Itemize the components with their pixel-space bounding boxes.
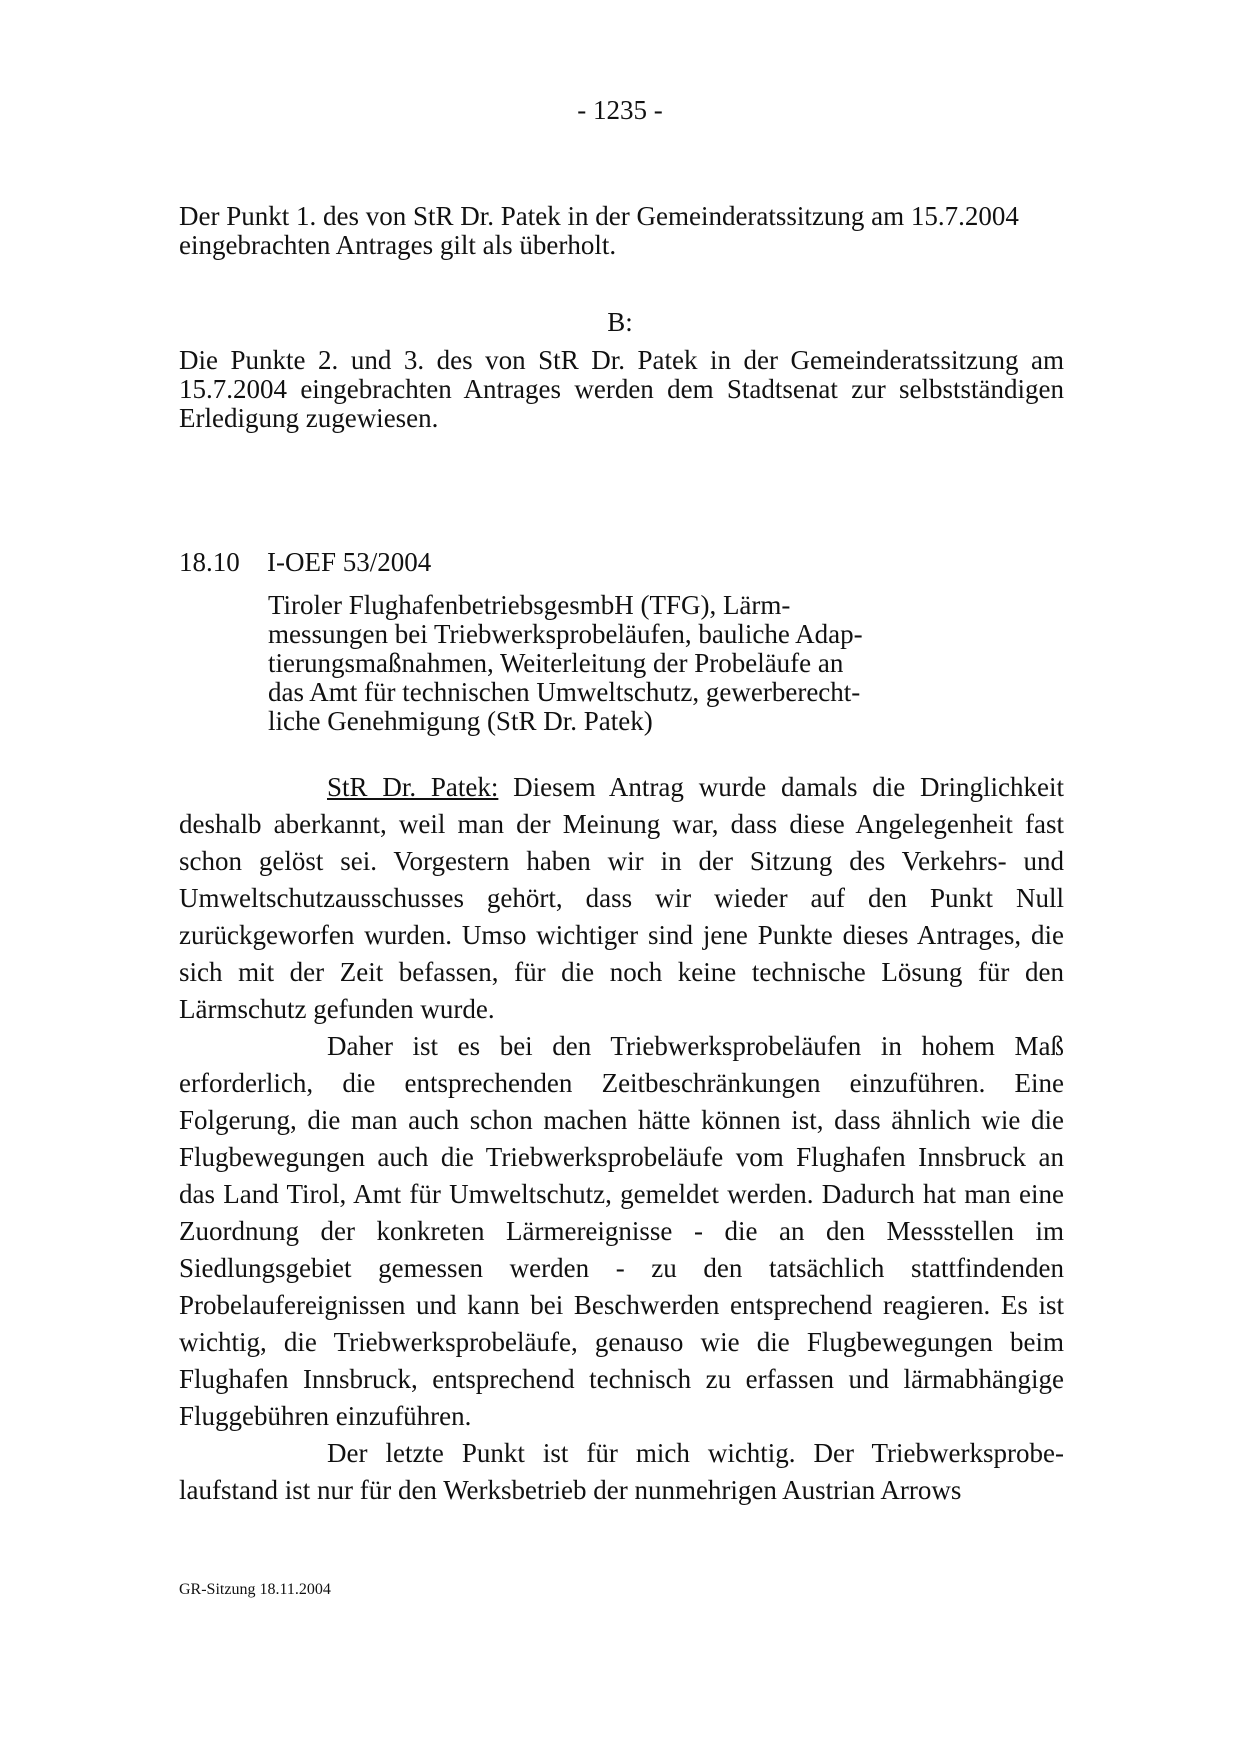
section-b-text: Die Punkte 2. und 3. des von StR Dr. Patek in der Gemeinderatssitzung am 15.7.2004 eingebrachten Antrages werden dem Stadtsenat zur selbstständigen Erledigung zugewiesen. — [179, 345, 1064, 433]
agenda-item-description-line: liche Genehmigung (StR Dr. Patek) — [268, 706, 653, 736]
speech-paragraph — [179, 769, 1064, 1028]
agenda-item-description-line: das Amt für technischen Umweltschutz, gewerberecht- — [268, 677, 861, 707]
agenda-item-description-line: messungen bei Triebwerksprobeläufen, bauliche Adap- — [268, 619, 863, 649]
agenda-item-description-line: Tiroler FlughafenbetriebsgesmbH (TFG), Lärm- — [268, 590, 791, 620]
section-a-text: Der Punkt 1. des von StR Dr. Patek in der Gemeinderatssitzung am 15.7.2004 eingebrachten Antrages gilt als überholt. — [179, 201, 1019, 260]
page-number: - 1235 - — [577, 95, 663, 125]
speech-paragraph: Daher ist es bei den Triebwerksprobeläufen in hohem Maß erforderlich, die entsprechenden Zeitbeschränkungen einzuführen. Eine Folgerung, die man auch schon machen hätte können ist, dass ähnlich wie die Flugbewegungen auch die Triebwerksprobeläufe vom Flughafen Innsbruck an das Land Tirol, Amt für Umweltschutz, gemeldet werden. Dadurch hat man eine Zuordnung der konkreten Lärmereignisse - die an den Messstellen im Siedlungsgebiet gemessen werden - zu den tatsächlich stattfindenden Probelaufereignissen und kann bei Beschwerden entsprechend reagieren. Es ist wichtig, die Triebwerksprobeläufe, genauso wie die Flugbewegungen beim Flughafen Innsbruck, entsprechend technisch zu erfassen und lärmabhängige Fluggebühren einzuführen. — [179, 1031, 1064, 1431]
section-b-label: B: — [607, 307, 633, 337]
agenda-item-reference: I-OEF 53/2004 — [267, 547, 432, 577]
agenda-item-description — [268, 590, 863, 736]
agenda-item-heading — [179, 546, 431, 578]
speaker-name: StR Dr. Patek: — [327, 772, 499, 802]
speech-body — [179, 769, 1064, 1509]
speech-paragraph: Der letzte Punkt ist für mich wichtig. Der Triebwerksprobelaufstand ist nur für den Werksbetrieb der nunmehrigen Austrian Arrows — [179, 1438, 1064, 1505]
agenda-item-number: 18.10 — [179, 547, 240, 577]
agenda-item-description-line: tierungsmaßnahmen, Weiterleitung der Probeläufe an — [268, 648, 844, 678]
speech-paragraph-text: Diesem Antrag wurde damals die Dringlichkeit deshalb aberkannt, weil man der Meinung war, dass diese Angelegenheit fast schon gelöst sei. Vorgestern haben wir in der Sitzung des Verkehrs- und Umweltschutzausschusses gehört, dass wir wieder auf den Punkt Null zurückgeworfen wurden. Umso wichtiger sind jene Punkte dieses Antrages, die sich mit der Zeit befassen, für die noch keine technische Lösung für den Lärmschutz gefunden wurde. — [179, 772, 1064, 1024]
page-footer: GR-Sitzung 18.11.2004 — [179, 1581, 331, 1598]
